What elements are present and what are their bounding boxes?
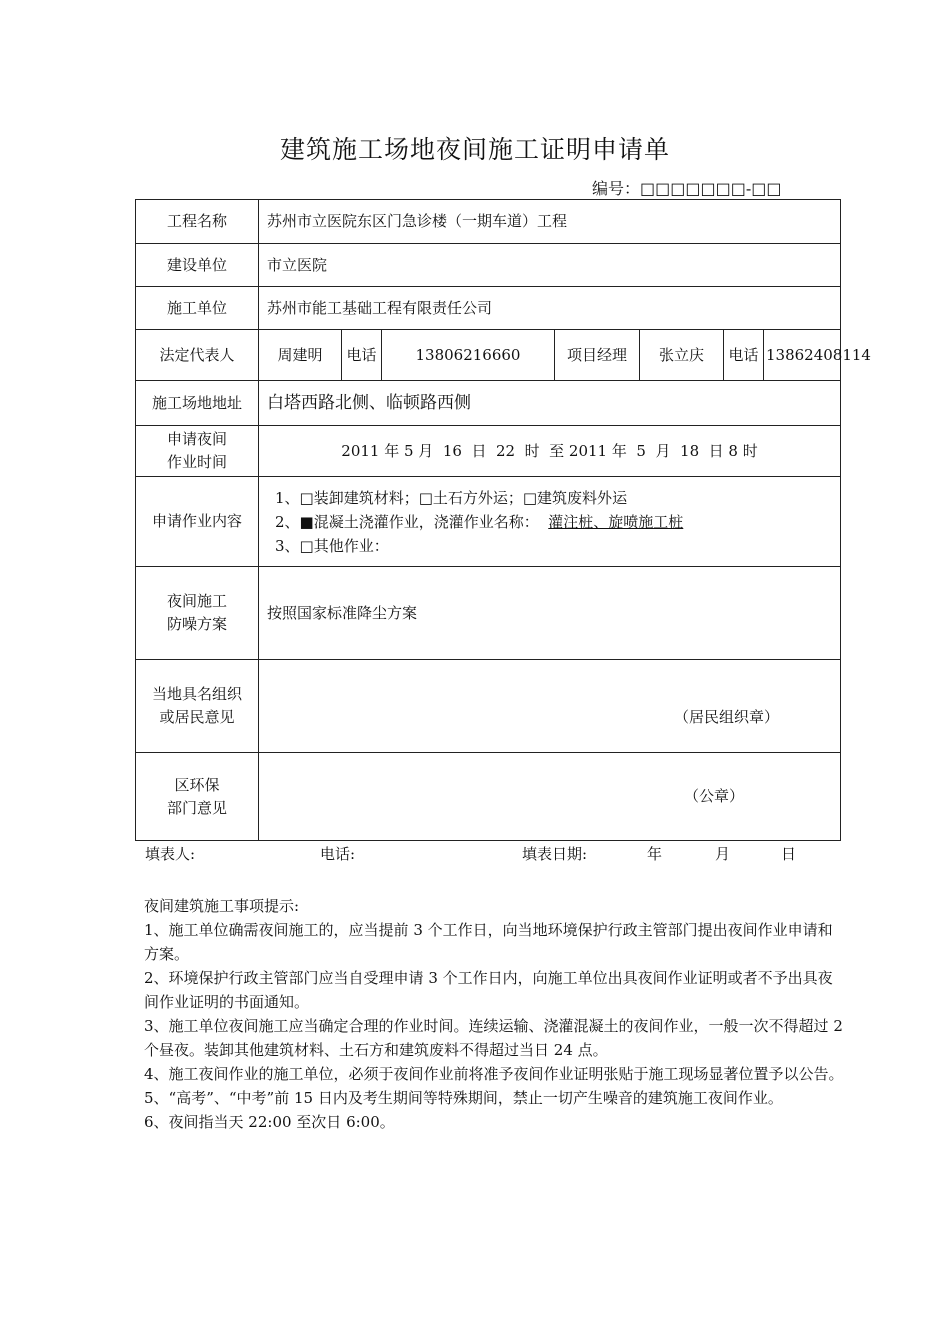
pm-name: 张立庆 [640, 330, 724, 381]
filler-phone-label: 电话: [320, 845, 356, 863]
work-time-label [136, 426, 259, 477]
notes-heading: 夜间建筑施工事项提示: [144, 897, 300, 915]
form-title: 建筑施工场地夜间施工证明申请单 [279, 135, 670, 164]
builder-value: 市立医院 [259, 244, 841, 287]
noise-plan-value: 按照国家标准降尘方案 [259, 567, 841, 660]
residents-label [136, 660, 259, 753]
row-project-name [136, 200, 841, 244]
env-dept-label-line-1: 区环保 [174, 775, 220, 794]
noise-plan-label-line-1: 夜间施工 [166, 592, 227, 610]
project-name-value: 苏州市立医院东区门急诊楼（一期车道）工程 [259, 200, 841, 244]
work-content-line-1: 1、□装卸建筑材料；□土石方外运；□建筑废料外运 [275, 488, 628, 507]
site-address-label: 施工场地地址 [136, 381, 259, 426]
work-time-value: 2011 年 5 月 16 日 22 时 至 2011 年 5 月 18 日 8 时 [259, 426, 841, 477]
note-item: 5、“高考”、“中考”前 15 日内及考生期间等特殊期间，禁止一切产生噪音的建筑施工夜间作业。 [144, 1089, 783, 1107]
legal-rep-phone-label: 电话 [342, 330, 382, 381]
note-item: 3、施工单位夜间施工应当确定合理的作业时间。连续运输、浇灌混凝土的夜间作业，一般一次不得超过 2 个昼夜。装卸其他建筑材料、土石方和建筑废料不得超过当日 24 点。 [144, 1017, 843, 1059]
row-env-dept-opinion [136, 753, 841, 841]
note-item: 4、施工夜间作业的施工单位，必须于夜间作业前将准予夜间作业证明张贴于施工现场显著位置予以公告。 [144, 1065, 844, 1083]
row-contractor [136, 287, 841, 330]
contractor-label: 施工单位 [136, 287, 259, 330]
row-work-time [136, 426, 841, 477]
pm-phone: 13862408114 [764, 330, 841, 381]
residents-label-line-1: 当地具名组织 [151, 685, 242, 703]
pm-label: 项目经理 [555, 330, 640, 381]
noise-plan-label [136, 567, 259, 660]
application-table [135, 199, 871, 841]
row-residents-opinion [136, 660, 841, 753]
serial-number: 编号：□□□□□□□-□□ [592, 179, 782, 198]
builder-label: 建设单位 [136, 244, 259, 287]
night-work-notes [144, 894, 844, 1134]
work-time-label-line-2: 作业时间 [166, 453, 227, 471]
legal-rep-phone: 13806216660 [382, 330, 555, 381]
project-name-label: 工程名称 [136, 200, 259, 244]
fill-date-label: 填表日期: [522, 845, 588, 863]
fill-date-year: 年 [647, 845, 663, 863]
pouring-work-name: 灌注桩、旋喷施工桩 [548, 512, 684, 531]
legal-rep-name: 周建明 [259, 330, 342, 381]
fill-date-day: 日 [781, 845, 797, 863]
work-content-line-2 [265, 510, 834, 534]
residents-label-line-2: 或居民意见 [159, 708, 235, 726]
noise-plan-label-line-2: 防噪方案 [166, 615, 227, 633]
work-content-line-3: 3、□其他作业： [275, 536, 389, 555]
legal-rep-label: 法定代表人 [136, 330, 259, 381]
env-dept-label-line-2: 部门意见 [166, 798, 227, 817]
pm-phone-label: 电话 [724, 330, 764, 381]
work-time-label-line-1: 申请夜间 [166, 430, 227, 448]
site-address-value: 白塔西路北侧、临顿路西侧 [259, 381, 841, 426]
work-content-value [259, 477, 841, 567]
work-content-label: 申请作业内容 [136, 477, 259, 567]
work-content-line-2-prefix: 2、■混凝土浇灌作业，浇灌作业名称： [275, 512, 539, 531]
contractor-value: 苏州市能工基础工程有限责任公司 [259, 287, 841, 330]
env-dept-seal: （公章） [684, 787, 745, 805]
note-item: 2、环境保护行政主管部门应当自受理申请 3 个工作日内，向施工单位出具夜间作业证明或者不予出具夜间作业证明的书面通知。 [144, 969, 833, 1011]
row-work-content [136, 477, 841, 567]
note-item: 6、夜间指当天 22:00 至次日 6:00。 [144, 1113, 395, 1131]
row-legal-rep [136, 330, 841, 381]
filler-label: 填表人: [145, 845, 196, 863]
row-site-address [136, 381, 841, 426]
env-dept-label [136, 753, 259, 841]
residents-opinion-cell [259, 660, 841, 753]
residents-seal: （居民组织章） [674, 707, 780, 726]
row-builder [136, 244, 841, 287]
env-dept-opinion-cell [259, 753, 841, 841]
row-noise-plan [136, 567, 841, 660]
fill-date-month: 月 [715, 845, 731, 863]
note-item: 1、施工单位确需夜间施工的，应当提前 3 个工作日，向当地环境保护行政主管部门提出夜间作业申请和方案。 [144, 921, 833, 963]
fill-in-row [145, 843, 845, 865]
